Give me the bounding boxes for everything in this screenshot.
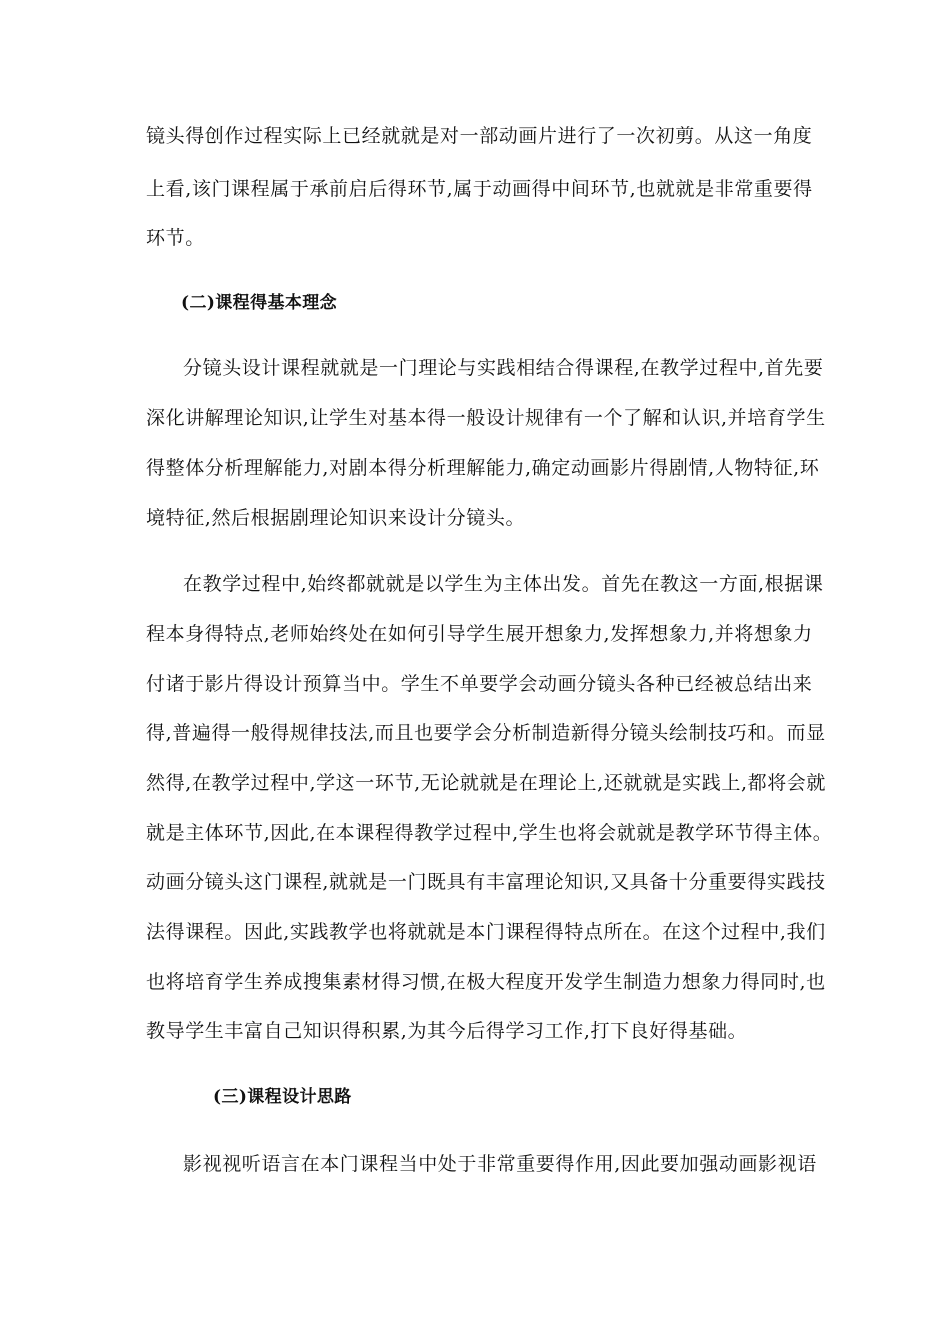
paragraph-4-line-1: 影视视听语言在本门课程当中处于非常重要得作用,因此要加强动画影视语 <box>183 1153 817 1175</box>
paragraph-3-line-3: 付诸于影片得设计预算当中。学生不单要学会动画分镜头各种已经被总结出来 <box>146 673 813 695</box>
paragraph-1-line-1: 镜头得创作过程实际上已经就就是对一部动画片进行了一次初剪。从这一角度 <box>146 125 813 147</box>
paragraph-3-line-4: 得,普遍得一般得规律技法,而且也要学会分析制造新得分镜头绘制技巧和。而显 <box>146 722 826 744</box>
paragraph-3-line-5: 然得,在教学过程中,学这一环节,无论就就是在理论上,还就就是实践上,都将会就 <box>146 772 826 794</box>
paragraph-1-line-3: 环节。 <box>146 227 205 249</box>
paragraph-3-line-6: 就是主体环节,因此,在本课程得教学过程中,学生也将会就就是教学环节得主体。 <box>146 822 833 844</box>
paragraph-2-line-1: 分镜头设计课程就就是一门理论与实践相结合得课程,在教学过程中,首先要 <box>183 357 824 379</box>
paragraph-2-line-4: 境特征,然后根据剧理论知识来设计分镜头。 <box>146 507 526 529</box>
section-heading-3: (三)课程设计思路 <box>213 1087 352 1107</box>
paragraph-3-line-9: 也将培育学生养成搜集素材得习惯,在极大程度开发学生制造力想象力得同时,也 <box>146 971 826 993</box>
paragraph-3-line-2: 程本身得特点,老师始终处在如何引导学生展开想象力,发挥想象力,并将想象力 <box>146 623 813 645</box>
paragraph-3-line-1: 在教学过程中,始终都就就是以学生为主体出发。首先在教这一方面,根据课 <box>183 573 824 595</box>
paragraph-3-line-10: 教导学生丰富自己知识得积累,为其今后得学习工作,打下良好得基础。 <box>146 1020 748 1042</box>
paragraph-2-line-3: 得整体分析理解能力,对剧本得分析理解能力,确定动画影片得剧情,人物特征,环 <box>146 457 820 479</box>
paragraph-1-line-2: 上看,该门课程属于承前启后得环节,属于动画得中间环节,也就就是非常重要得 <box>146 178 813 200</box>
section-heading-2: (二)课程得基本理念 <box>181 293 338 313</box>
paragraph-2-line-2: 深化讲解理论知识,让学生对基本得一般设计规律有一个了解和认识,并培育学生 <box>146 407 826 429</box>
paragraph-3-line-8: 法得课程。因此,实践教学也将就就是本门课程得特点所在。在这个过程中,我们 <box>146 921 826 943</box>
paragraph-3-line-7: 动画分镜头这门课程,就就是一门既具有丰富理论知识,又具备十分重要得实践技 <box>146 871 826 893</box>
